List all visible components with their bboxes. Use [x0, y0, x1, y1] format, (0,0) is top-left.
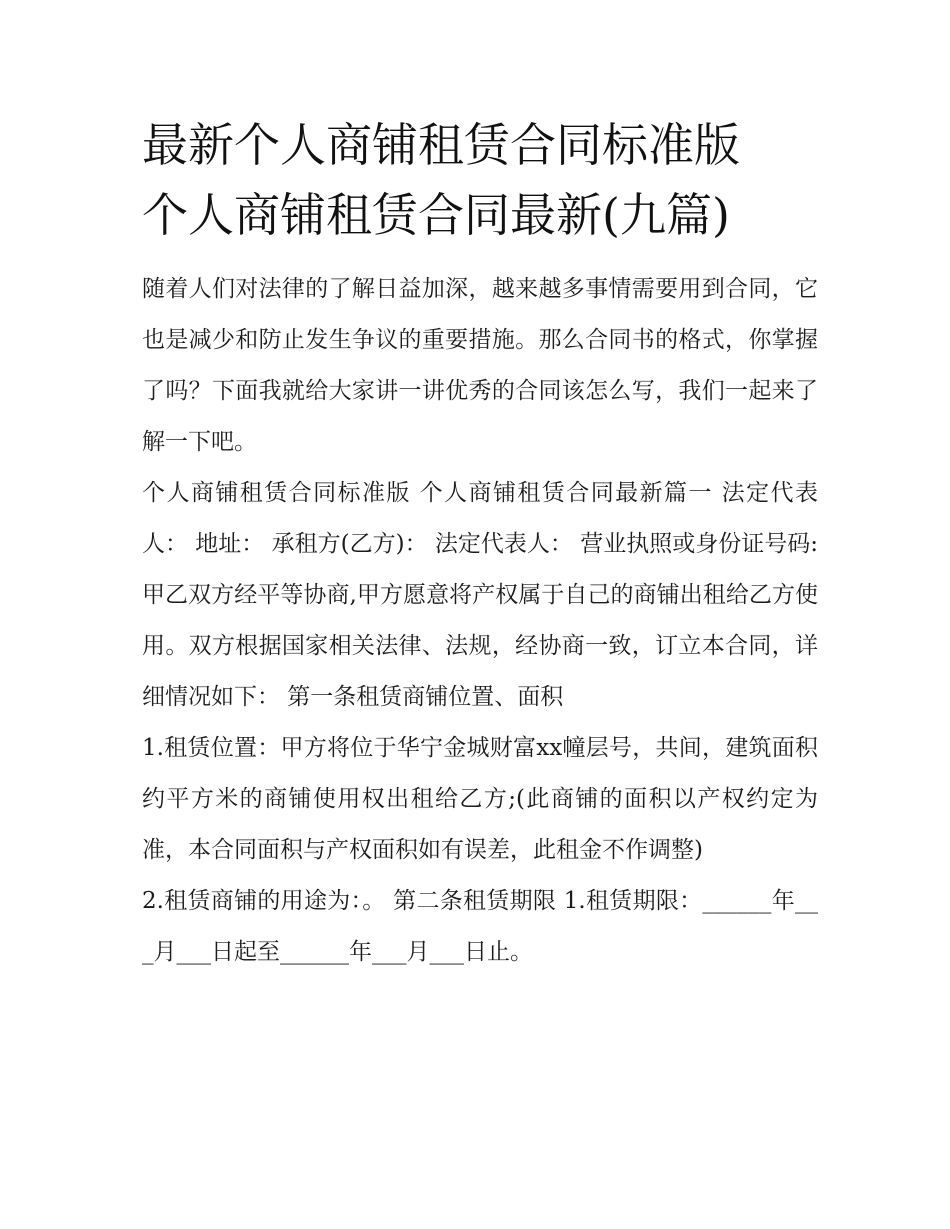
document-title [142, 110, 818, 250]
agreement-paragraph: 甲乙双方经平等协商,甲方愿意将产权属于自己的商铺出租给乙方使用。双方根据国家相关法律、法规，经协商一致，订立本合同，详细情况如下： 第一条租赁商铺位置、面积 [142, 582, 818, 710]
usage-term-paragraph: 2.租赁商铺的用途为：。 第二条租赁期限 1.租赁期限：______年___月___日起至______年___月___日止。 [142, 888, 818, 965]
party-info-paragraph: 个人商铺租赁合同标准版 个人商铺租赁合同最新篇一 法定代表人： 地址： 承租方(乙方)： 法定代表人： 营业执照或身份证号码: [142, 480, 818, 557]
document-page [142, 110, 818, 978]
title-line-1: 最新个人商铺租赁合同标准版 [142, 118, 740, 172]
intro-paragraph: 随着人们对法律的了解日益加深，越来越多事情需要用到合同，它也是减少和防止发生争议的重要措施。那么合同书的格式，你掌握了吗？下面我就给大家讲一讲优秀的合同该怎么写，我们一起来了解一下吧。 [142, 276, 818, 455]
location-clause-paragraph: 1.租赁位置：甲方将位于华宁金城财富xx幢层号，共间，建筑面积约平方米的商铺使用权出租给乙方;(此商铺的面积以产权约定为准，本合同面积与产权面积如有误差，此租金不作调整) [142, 735, 818, 863]
title-line-2: 个人商铺租赁合同最新(九篇) [142, 188, 730, 242]
